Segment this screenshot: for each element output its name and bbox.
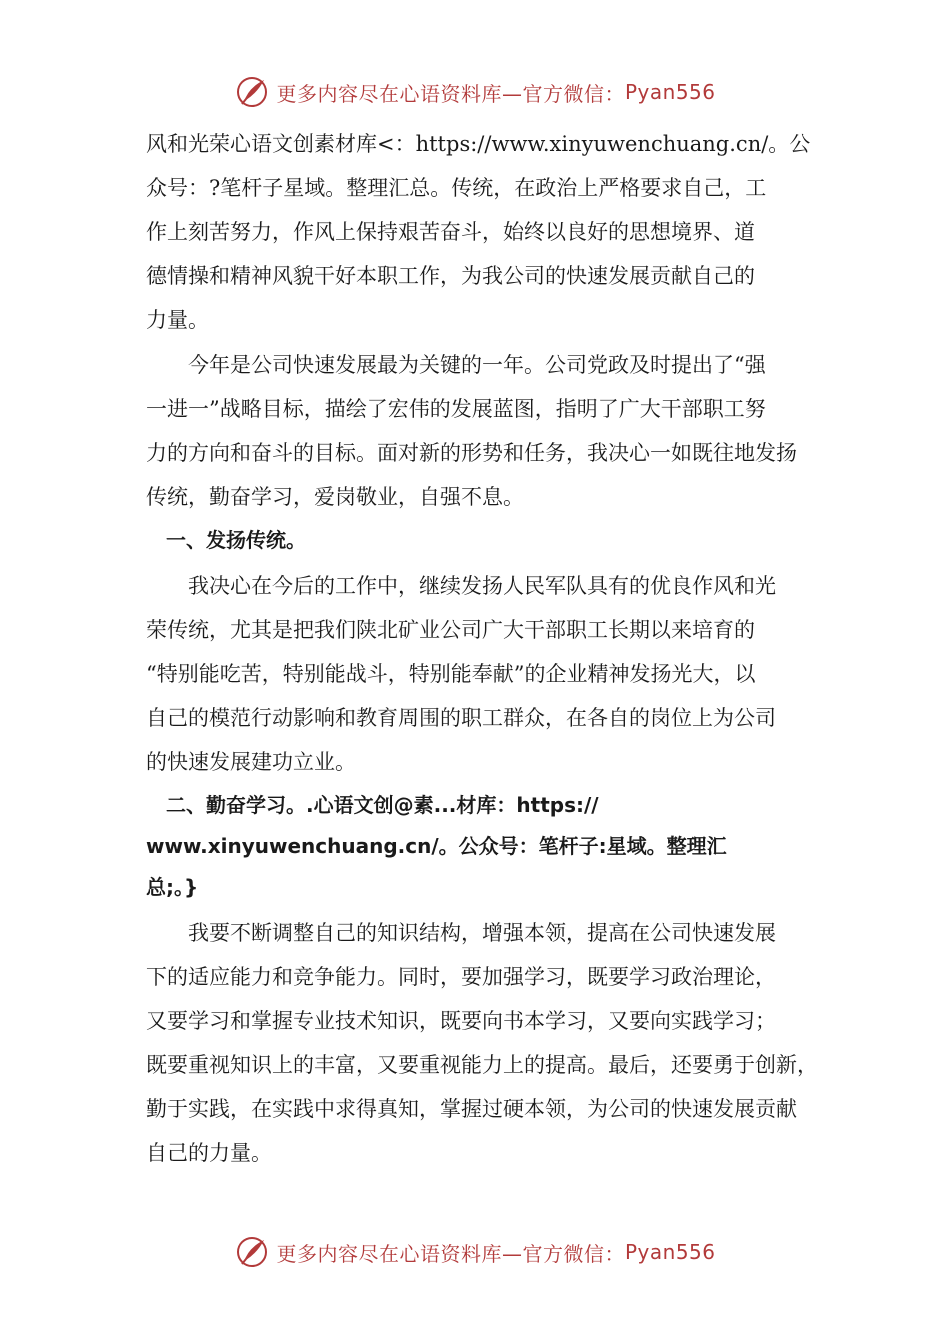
- text-line: “特别能吃苦，特别能战斗，特别能奉献”的企业精神发扬光大，以: [146, 662, 756, 686]
- text-line: www.xinyuwenchuang.cn/。公众号：笔杆子:星域。整理汇: [146, 834, 727, 858]
- text-line: 我决心在今后的工作中，继续发扬人民军队具有的优良作风和光: [146, 574, 776, 598]
- text-line: 今年是公司快速发展最为关键的一年。公司党政及时提出了“强: [146, 353, 766, 377]
- text-line: 传统，勤奋学习，爱岗敬业，自强不息。: [146, 485, 524, 509]
- paragraph: [146, 122, 836, 342]
- header-banner-text: 更多内容尽在心语资料库—官方微信：: [276, 81, 625, 106]
- text-line: 荣传统，尤其是把我们陕北矿业公司广大干部职工长期以来培育的: [146, 618, 755, 642]
- paragraph: [146, 564, 836, 784]
- text-line: 我要不断调整自己的知识结构，增强本领，提高在公司快速发展: [146, 921, 776, 945]
- document-body: [146, 122, 836, 1175]
- text-line: 勤于实践，在实践中求得真知，掌握过硬本领，为公司的快速发展贡献: [146, 1097, 797, 1121]
- text-line: 风和光荣心语文创素材库<：https://www.xinyuwenchuang.cn/。公: [146, 132, 811, 156]
- feather-pen-logo-icon: [234, 1234, 270, 1270]
- text-line: 作上刻苦努力，作风上保持艰苦奋斗，始终以良好的思想境界、道: [146, 220, 755, 244]
- footer-banner-wechat-id: Pyan556: [624, 1240, 716, 1264]
- paragraph: [146, 343, 836, 519]
- footer-banner-text: 更多内容尽在心语资料库—官方微信：: [276, 1241, 625, 1266]
- text-line: 既要重视知识上的丰富，又要重视能力上的提高。最后，还要勇于创新，: [146, 1053, 818, 1077]
- text-line: 众号：?笔杆子星域。整理汇总。传统，在政治上严格要求自己，工: [146, 176, 767, 200]
- paragraph: [146, 911, 836, 1175]
- feather-pen-logo-icon: [234, 74, 270, 110]
- text-line: 二、勤奋学习。.心语文创@素...材库：https://: [146, 793, 599, 817]
- section-heading: [146, 520, 836, 561]
- header-banner: [0, 72, 950, 112]
- text-line: 的快速发展建功立业。: [146, 750, 356, 774]
- header-banner-wechat-id: Pyan556: [624, 80, 716, 104]
- text-line: 又要学习和掌握专业技术知识，既要向书本学习，又要向实践学习；: [146, 1009, 776, 1033]
- text-line: 总;。}: [146, 875, 199, 899]
- text-line: 一进一”战略目标，描绘了宏伟的发展蓝图，指明了广大干部职工努: [146, 397, 766, 421]
- text-line: 德情操和精神风貌干好本职工作，为我公司的快速发展贡献自己的: [146, 264, 755, 288]
- text-line: 自己的力量。: [146, 1141, 272, 1165]
- footer-banner: [0, 1232, 950, 1272]
- text-line: 自己的模范行动影响和教育周围的职工群众，在各自的岗位上为公司: [146, 706, 776, 730]
- text-line: 下的适应能力和竞争能力。同时，要加强学习，既要学习政治理论，: [146, 965, 776, 989]
- text-line: 力量。: [146, 308, 209, 332]
- text-line: 一、发扬传统。: [146, 528, 306, 552]
- text-line: 力的方向和奋斗的目标。面对新的形势和任务，我决心一如既往地发扬: [146, 441, 797, 465]
- section-heading: [146, 785, 836, 908]
